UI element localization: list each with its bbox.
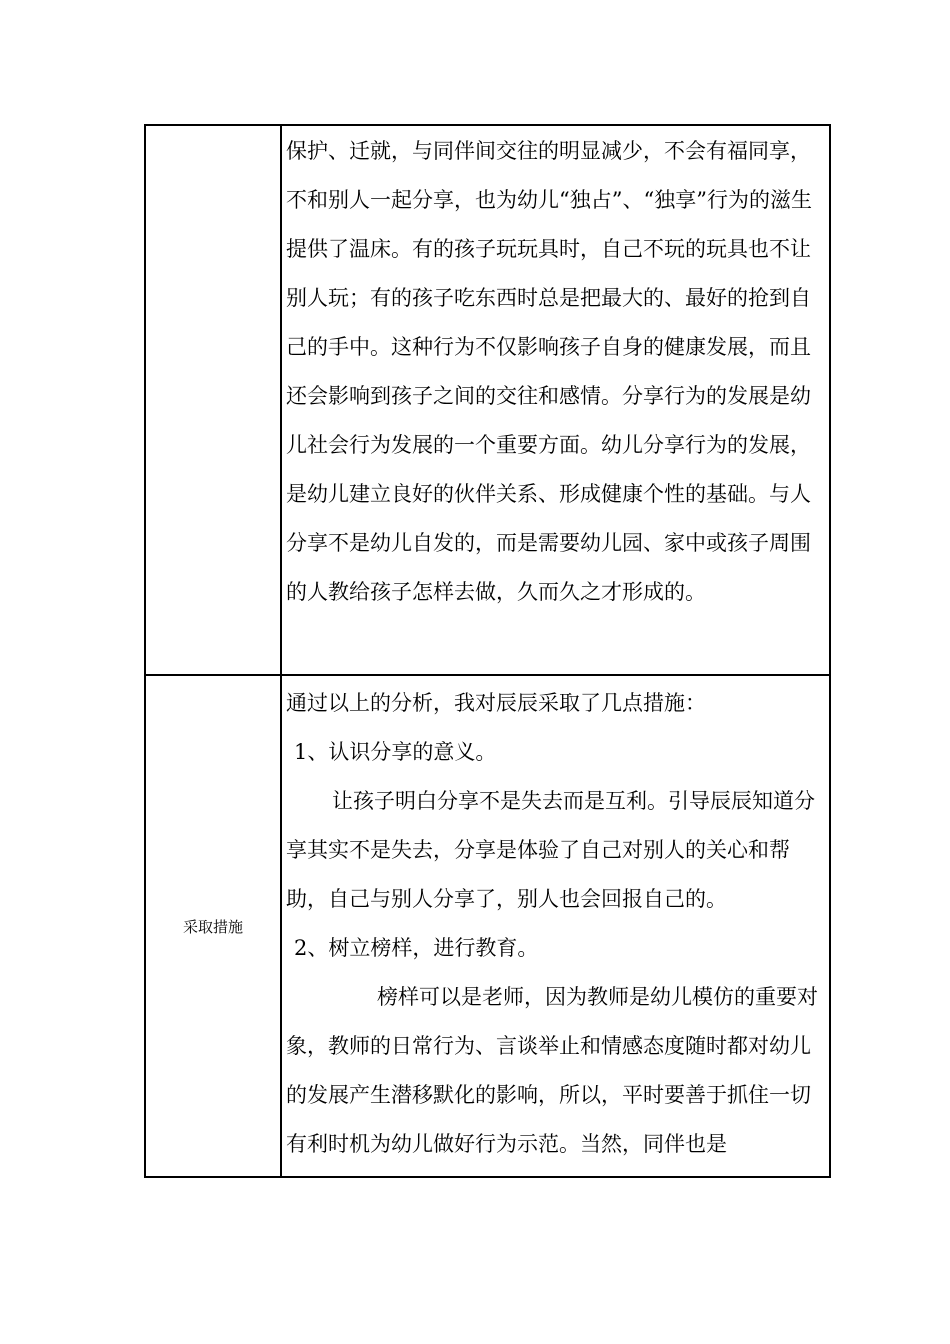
document-table (144, 124, 831, 1178)
item-heading: 2、树立榜样，进行教育。 (294, 936, 539, 960)
row-label-cell (145, 125, 281, 675)
intro-paragraph: 通过以上的分析，我对辰辰采取了几点措施： (286, 691, 706, 715)
row-content-cell (281, 675, 830, 1177)
item-body: 榜样可以是老师，因为教师是幼儿模仿的重要对象，教师的日常行为、言谈举止和情感态度随时都对幼儿的发展产生潜移默化的影响，所以，平时要善于抓住一切有利时机为幼儿做好行为示范。当然，同伴也是 (286, 985, 818, 1156)
item-heading: 1、认识分享的意义。 (294, 740, 497, 764)
table-row (145, 675, 830, 1177)
paragraph: 保护、迁就，与同伴间交往的明显减少，不会有福同享，不和别人一起分享，也为幼儿“独占”、“独享”行为的滋生提供了温床。有的孩子玩玩具时，自己不玩的玩具也不让别人玩；有的孩子吃东西时总是把最大的、最好的抢到自己的手中。这种行为不仅影响孩子自身的健康发展，而且还会影响到孩子之间的交往和感情。分享行为的发展是幼儿社会行为发展的一个重要方面。幼儿分享行为的发展，是幼儿建立良好的伙伴关系、形成健康个性的基础。与人分享不是幼儿自发的，而是需要幼儿园、家中或孩子周围的人教给孩子怎样去做，久而久之才形成的。 (286, 139, 812, 604)
item-body: 让孩子明白分享不是失去而是互利。引导辰辰知道分享其实不是失去，分享是体验了自己对别人的关心和帮助，自己与别人分享了，别人也会回报自己的。 (286, 789, 815, 911)
table-row (145, 125, 830, 675)
row-content-cell (281, 125, 830, 675)
row-label-cell: 采取措施 (145, 675, 281, 1177)
